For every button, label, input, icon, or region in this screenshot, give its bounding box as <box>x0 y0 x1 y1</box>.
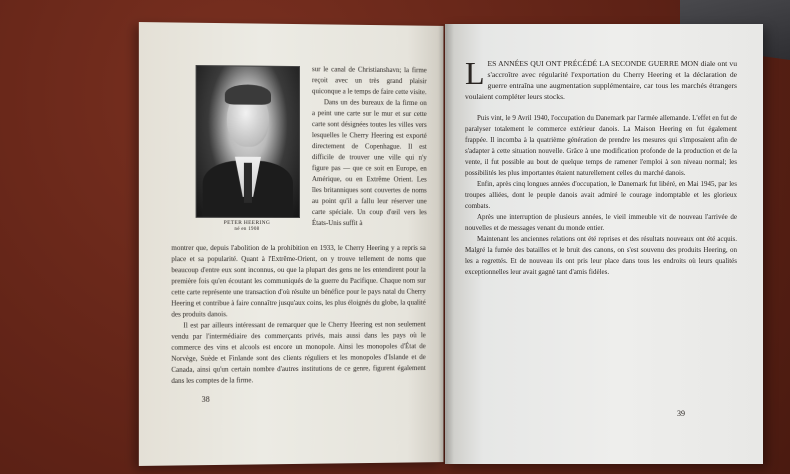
right-body-text <box>465 113 737 278</box>
page-number-left: 38 <box>201 394 210 404</box>
paragraph: Enfin, après cinq longues années d'occupation, le Danemark fut libéré, en Mai 1945, par les troupes alliées, dont le peuple danois avait admiré le courage indomptable et les glorieux combats. <box>465 180 737 210</box>
paragraph: Après une interruption de plusieurs années, le vieil immeuble vit de nouveau l'arrivée de nouvelles et de messages venant du monde entier. <box>465 213 737 232</box>
heading-continuation: diale ont vu s'accroître avec régularité l'exportation du Cherry Heering et la déclaration de guerre entraîna une augmentation supplémentaire, car tous les marchés étrangers voulaient compléter leurs stocks. <box>465 59 737 101</box>
left-column-text <box>312 64 427 229</box>
chapter-heading: ES ANNÉES QUI ONT PRÉCÉDÉ LA SECONDE GUERRE MON <box>487 59 699 68</box>
photo-caption-name: PETER HEERING <box>223 219 271 226</box>
photo-hair <box>225 84 271 104</box>
drop-cap: L <box>465 55 485 91</box>
left-page <box>139 22 444 466</box>
right-page <box>445 24 763 464</box>
page-number-right: 39 <box>677 409 685 418</box>
left-full-text <box>171 243 425 387</box>
paragraph: sur le canal de Christianshavn; la firme reçoit avec un très grand plaisir quiconque a le temps de faire cette visite. <box>311 65 427 97</box>
open-book <box>140 24 765 464</box>
photo-tie <box>244 163 252 203</box>
photo-caption-sub: né en 1908 <box>234 226 260 232</box>
paragraph: montrer que, depuis l'abolition de la prohibition en 1933, le Cherry Heering y a repris sa place et sa popularité. Quant à l'Extrême-Orient, on y trouve tellement de noms que beaucoup d'entre eux sont inconnus, ou que la plupart des gens ne les entendirent pour la première fois qu'en écoutant les communiqués de la guerre du Pacifique. Chaque nom sur cette carte représente une transaction d'où résulte un bénéfice pour le pays natal du Cherry Heering et contribue à faire connaître jusqu'aux coins, les plus éloignés du globe, la qualité des produits danois. <box>171 244 426 319</box>
paragraph: Il est par ailleurs intéressant de remarquer que le Cherry Heering est non seulement vendu par l'intermédiaire des commerçants privés, mais aussi dans les pays où le commerce des vins et alcools est encore un monopole. Ainsi les monopoles d'État de Norvège, Suède et Finlande sont des clients réguliers et les monopoles d'Islande et de Canada, ainsi qu'un certain nombre d'autres institutions de ce genre, figurent également dans les comptes de la firme. <box>171 320 426 385</box>
portrait-photo <box>196 65 300 218</box>
book-gutter <box>438 24 454 464</box>
paragraph: Maintenant les anciennes relations ont été reprises et des résultats nouveaux ont été acquis. Malgré la fumée des batailles et le bruit des canons, on s'est souvenu des produits Heering, on les a regrettés. Et de nouveau ils ont pris leur place dans tous les endroits où leurs qualités exceptionnelles leur avait gagné tant d'amis fidèles. <box>465 235 737 276</box>
chapter-opening <box>465 55 737 102</box>
paragraph: Dans un des bureaux de la firme on a peint une carte sur le mur et sur cette carte sont désignées toutes les villes vers lesquelles le Cherry Heering est exporté directement de Copenhague. Il est difficile de trouver une ville qui n'y figure pas — que ce soit en Europe, en Amérique, ou en Extrême Orient. Les îles britanniques sont couvertes de noms au point qu'il a fallu leur réserver une carte spéciale. Un coup d'œil vers les États-Unis suffit à <box>311 98 427 228</box>
paragraph: Puis vint, le 9 Avril 1940, l'occupation du Danemark par l'armée allemande. L'effet en fut de paralyser totalement le commerce extérieur danois. La Maison Heering en fut également frappée. Il incomba à la quatrième génération de prendre les mesures qui s'imposaient afin de s'adapter à cette situation nouvelle. Grâce à une modification profonde de la production et de la vente, il fut possible au bout de quelque temps de ramener l'emploi à son niveau normal; les possibilités les plus importantes étaient naturellement celles du marché danois. <box>465 114 737 177</box>
